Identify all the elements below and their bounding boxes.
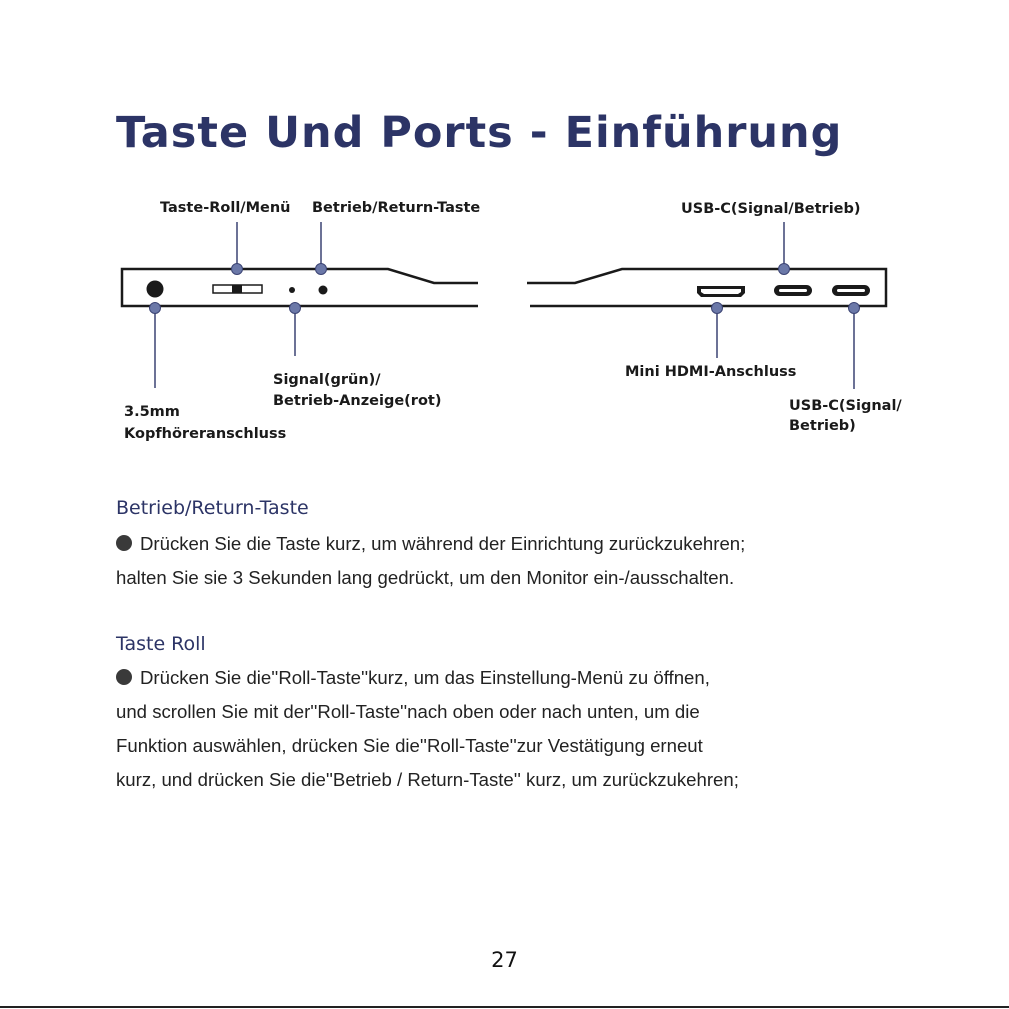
page-title: Taste Und Ports - Einführung: [116, 108, 843, 158]
label-signal-2: Betrieb-Anzeige(rot): [273, 393, 442, 409]
section-heading-roll: Taste Roll: [116, 633, 206, 655]
callout-dot: [849, 303, 860, 314]
power-button-icon: [319, 286, 328, 295]
callout-dot: [779, 264, 790, 275]
bullet-icon: [116, 535, 132, 551]
roll-switch-knob: [232, 285, 242, 293]
body-line: und scrollen Sie mit der''Roll-Taste''nach oben oder nach unten, um die: [116, 701, 700, 722]
callout-dot: [232, 264, 243, 275]
section-heading-power: Betrieb/Return-Taste: [116, 497, 309, 519]
body-line: Drücken Sie die''Roll-Taste''kurz, um das Einstellung-Menü zu öffnen,: [116, 661, 739, 695]
callout-dot: [290, 303, 301, 314]
section-body-power: [116, 527, 745, 595]
label-usbc-bottom-1: USB-C(Signal/: [789, 398, 902, 414]
body-line: Funktion auswählen, drücken Sie die''Roll-Taste''zur Vestätigung erneut: [116, 735, 703, 756]
label-power-return: Betrieb/Return-Taste: [312, 200, 481, 216]
label-signal-1: Signal(grün)/: [273, 372, 381, 388]
callout-dot: [316, 264, 327, 275]
label-headphone-2: Kopfhöreranschluss: [124, 426, 287, 442]
label-roll-menu: Taste-Roll/Menü: [160, 200, 291, 216]
bottom-rule: [0, 1006, 1009, 1008]
bullet-icon: [116, 669, 132, 685]
label-usbc-top: USB-C(Signal/Betrieb): [681, 201, 861, 217]
ports-diagram: [0, 0, 1009, 470]
headphone-jack-icon: [147, 281, 164, 298]
page-number: 27: [491, 948, 518, 972]
label-headphone-1: 3.5mm: [124, 404, 180, 420]
body-line: kurz, und drücken Sie die''Betrieb / Return-Taste'' kurz, um zurückzukehren;: [116, 769, 739, 790]
monitor-left-outline: [122, 269, 478, 306]
body-line: halten Sie sie 3 Sekunden lang gedrückt, um den Monitor ein-/ausschalten.: [116, 567, 735, 588]
body-line: Drücken Sie die Taste kurz, um während der Einrichtung zurückzukehren;: [116, 527, 745, 561]
callout-dot: [150, 303, 161, 314]
section-body-roll: [116, 661, 739, 797]
label-usbc-bottom-2: Betrieb): [789, 418, 856, 434]
callout-dot: [712, 303, 723, 314]
led-indicator-icon: [289, 287, 295, 293]
label-hdmi: Mini HDMI-Anschluss: [625, 364, 797, 380]
